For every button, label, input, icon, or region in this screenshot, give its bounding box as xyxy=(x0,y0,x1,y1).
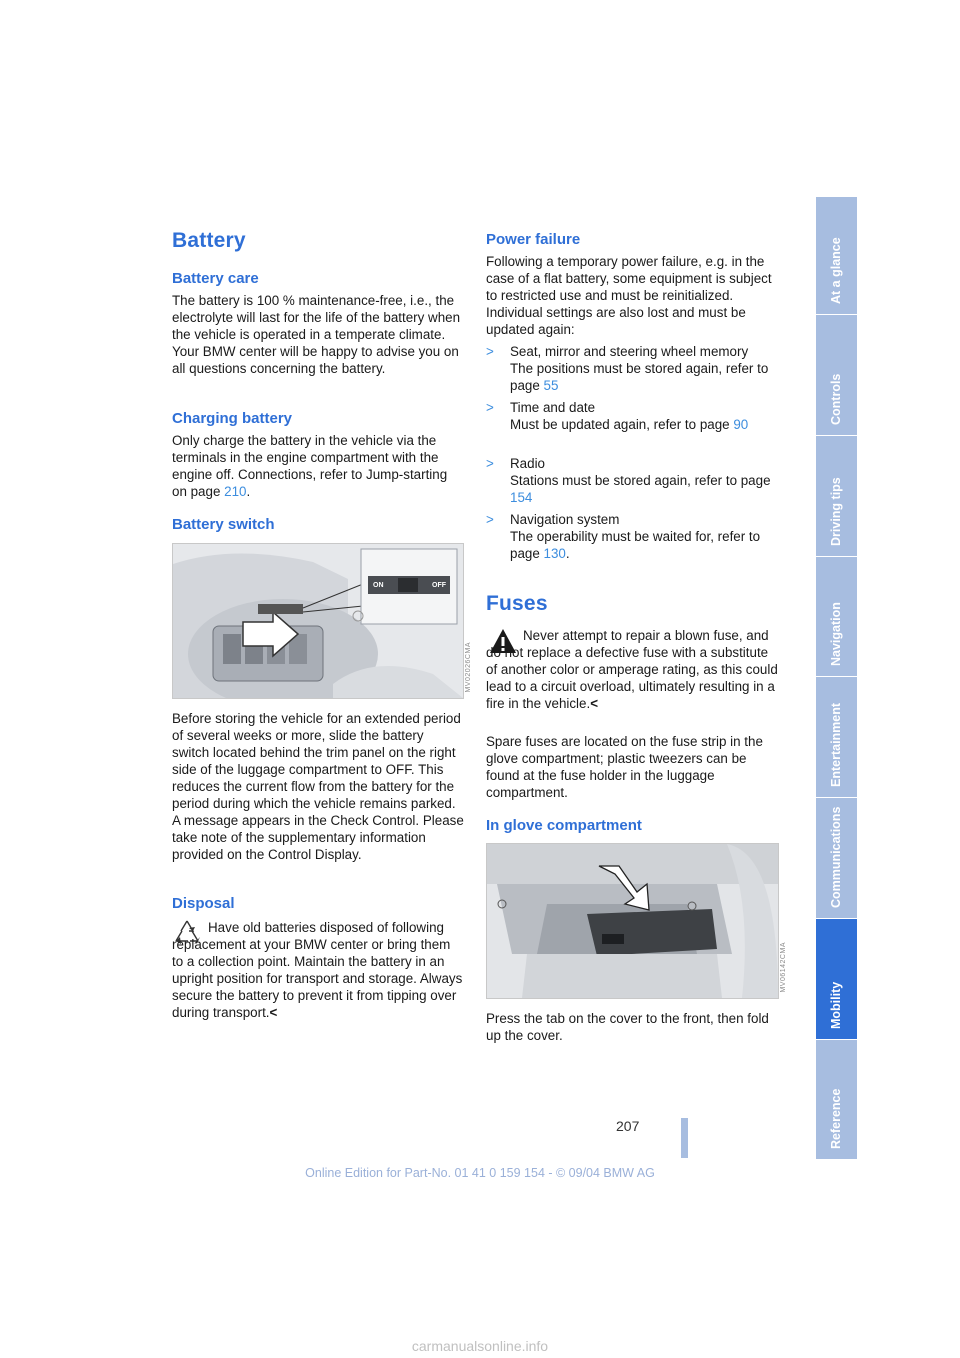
tab-controls[interactable]: Controls xyxy=(816,315,857,436)
fuses-title: Fuses xyxy=(486,592,548,615)
charging-text: Only charge the battery in the vehicle via the terminals in the engine compartment with the engine off. Connections, refer to Jump-starting on page 210. xyxy=(172,433,448,499)
glove-compartment-heading: In glove compartment xyxy=(486,817,642,834)
charging-heading: Charging battery xyxy=(172,410,293,427)
footer-edition: Online Edition for Part-No. 01 41 0 159 154 - © 09/04 BMW AG xyxy=(305,1166,655,1180)
glove-compartment-illustration xyxy=(487,844,778,998)
switch-figure-code: MV02026CMA xyxy=(465,642,472,693)
page-link-55[interactable]: 55 xyxy=(543,378,559,393)
tab-reference[interactable]: Reference xyxy=(816,1040,857,1160)
power-failure-heading: Power failure xyxy=(486,231,581,248)
battery-switch-heading: Battery switch xyxy=(172,516,275,533)
bullet-marker: > xyxy=(486,400,494,415)
page-link-130[interactable]: 130 xyxy=(543,546,566,561)
page-link-210[interactable]: 210 xyxy=(224,484,247,499)
page-link-154[interactable]: 154 xyxy=(510,490,533,505)
fuses-warning-text: Never attempt to repair a blown fuse, and do not replace a defective fuse with a substitute of another color or amperage rating, as this could lead to a circuit overload, ultimately resulting in a fire in the vehicle.< xyxy=(486,628,778,711)
switch-on-label: ON xyxy=(373,582,384,589)
page-marker-bar xyxy=(681,1118,688,1158)
chapter-tabs xyxy=(816,197,857,1160)
glove-compartment-text: Press the tab on the cover to the front, then fold up the cover. xyxy=(486,1011,769,1043)
switch-off-label: OFF xyxy=(432,582,446,589)
watermark: carmanualsonline.info xyxy=(411,1338,549,1354)
battery-care-heading: Battery care xyxy=(172,270,259,287)
disposal-text: Have old batteries disposed of following replacement at your BMW center or bring them to a collection point. Maintain the battery in an upright position for transport and storage. Always secure the battery to prevent it from tipping over during transport.< xyxy=(172,920,463,1020)
bullet-marker: > xyxy=(486,512,494,527)
bullet-marker: > xyxy=(486,344,494,359)
tab-communications[interactable]: Communications xyxy=(816,798,857,919)
tab-driving-tips[interactable]: Driving tips xyxy=(816,436,857,557)
tab-navigation[interactable]: Navigation xyxy=(816,557,857,677)
page-link-90[interactable]: 90 xyxy=(733,417,749,432)
page-number: 207 xyxy=(616,1118,640,1134)
glove-figure-code: MV06142CMA xyxy=(780,942,787,993)
page-title: Battery xyxy=(172,229,246,252)
tab-mobility[interactable]: Mobility xyxy=(816,919,857,1040)
glove-compartment-figure xyxy=(486,843,779,999)
tab-entertainment[interactable]: Entertainment xyxy=(816,677,857,798)
bullet-marker: > xyxy=(486,456,494,471)
battery-switch-illustration xyxy=(173,544,463,698)
spare-fuses-text: Spare fuses are located on the fuse strip in the glove compartment; plastic tweezers can be found at the fuse holder in the luggage compartment. xyxy=(486,734,763,800)
disposal-heading: Disposal xyxy=(172,895,235,912)
battery-care-text: The battery is 100 % maintenance-free, i.e., the electrolyte will last for the life of the battery when the vehicle is operated in a temperate climate. Your BMW center will be happy to advise you on all questions concerning the battery. xyxy=(172,293,461,376)
battery-switch-text: Before storing the vehicle for an extended period of several weeks or more, slide the battery switch located behind the trim panel on the right side of the luggage compartment to OFF. This reduces the current flow from the battery for the period during which the vehicle remains parked. A message appears in the Check Control. Please take note of the supplementary information provided on the Control Display. xyxy=(172,711,464,862)
tab-at-a-glance[interactable]: At a glance xyxy=(816,197,857,315)
power-failure-intro: Following a temporary power failure, e.g. in the case of a flat battery, some equipment is subject to restricted use and must be reinitialized. Individual settings are also lost and must be updated again: xyxy=(486,254,772,337)
battery-switch-figure xyxy=(172,543,464,699)
